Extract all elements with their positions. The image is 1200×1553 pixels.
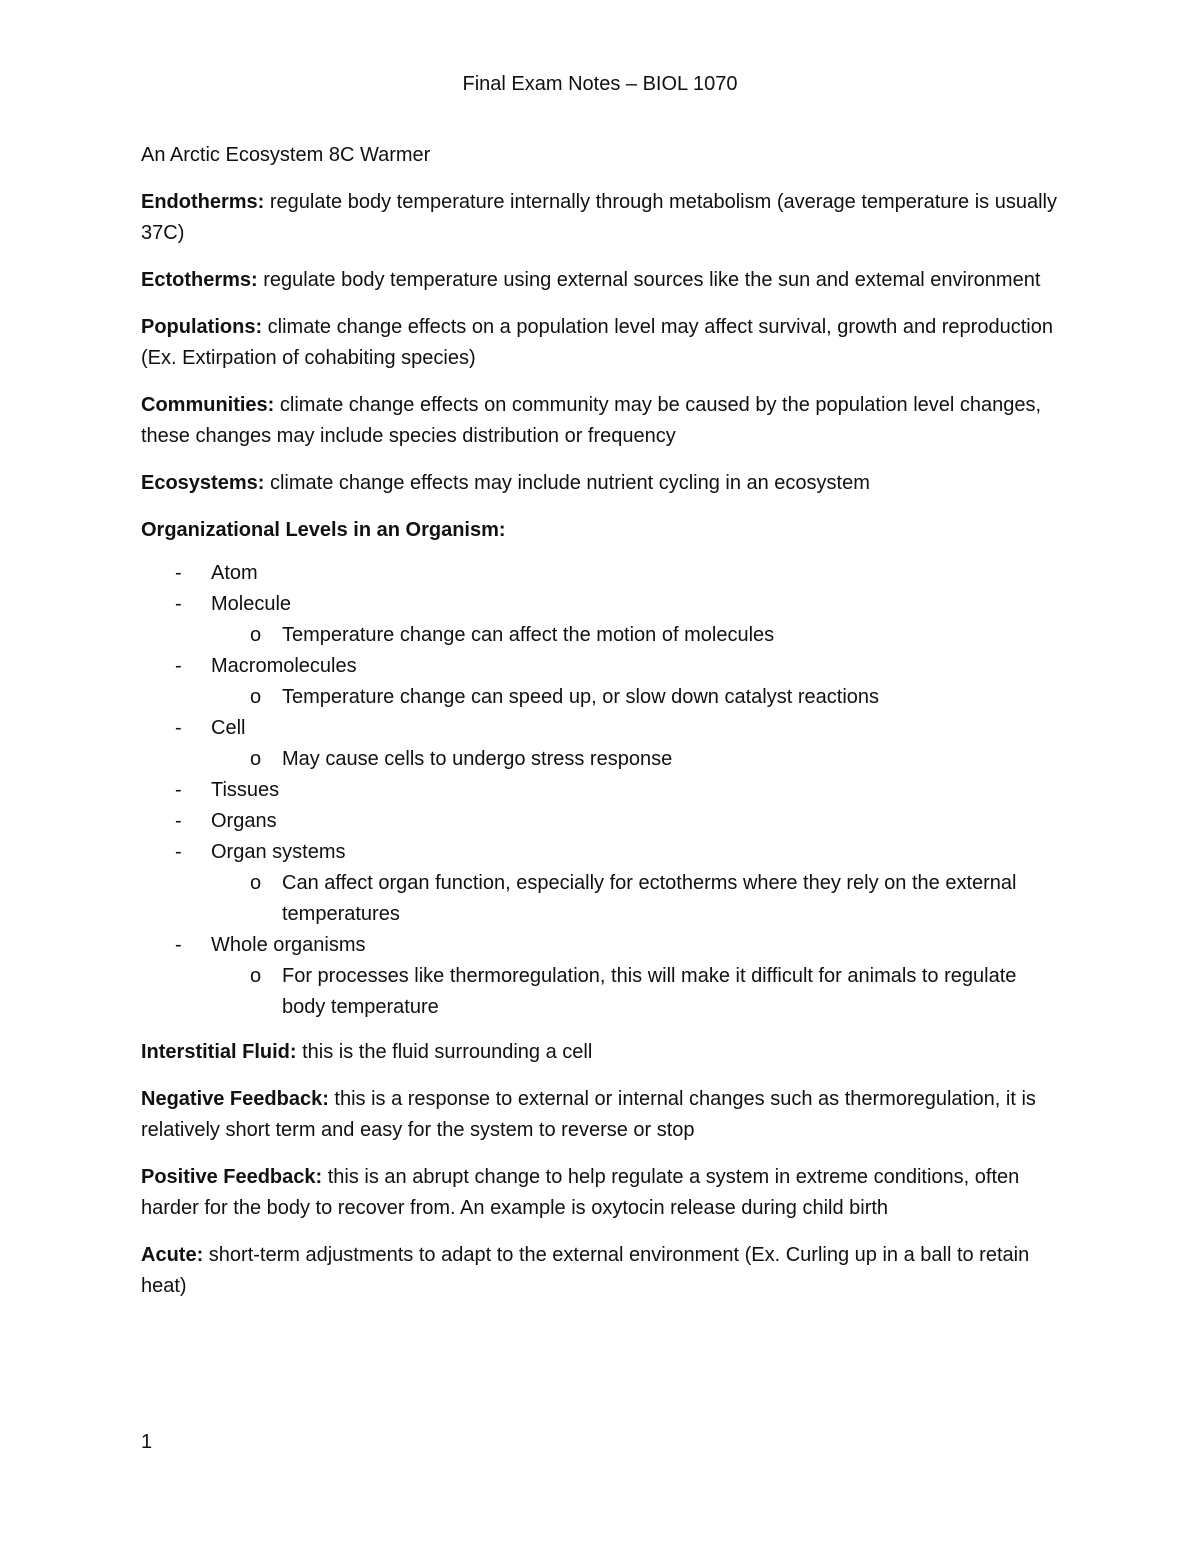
sub-list-item: [211, 620, 1061, 651]
definition-text: this is a response to external or internal changes such as thermoregulation, it is relatively short term and easy for the system to reverse or stop: [141, 1088, 1036, 1141]
level-label: Molecule: [211, 593, 292, 615]
sub-item-text: Temperature change can speed up, or slow down catalyst reactions: [282, 686, 880, 708]
list-item: [141, 806, 1061, 837]
level-label: Macromolecules: [211, 655, 357, 677]
circle-bullet: o: [250, 748, 262, 770]
definition-term: Negative Feedback:: [141, 1088, 329, 1110]
sub-item-text: Can affect organ function, especially for ectotherms where they rely on the external temperatures: [282, 872, 1017, 925]
list-item: [141, 651, 1061, 713]
level-label: Organ systems: [211, 841, 346, 863]
definition-text: regulate body temperature using external sources like the sun and extemal environment: [257, 269, 1041, 291]
sub-list-item: [211, 682, 1061, 713]
dash-bullet: -: [175, 779, 182, 801]
definition-ecosystems: [141, 468, 1061, 499]
section-subtitle: An Arctic Ecosystem 8C Warmer: [141, 144, 431, 166]
sub-list: [211, 868, 1061, 930]
sub-item-text: May cause cells to undergo stress response: [282, 748, 673, 770]
definition-interstitial-fluid: [141, 1037, 1061, 1068]
sub-list-item: [211, 744, 1061, 775]
organizational-levels-list: [141, 558, 1061, 1023]
definition-ectotherms: [141, 265, 1061, 296]
definition-term: Acute:: [141, 1244, 204, 1266]
definition-text: regulate body temperature internally through metabolism (average temperature is usually 37C): [141, 191, 1057, 244]
definition-text: this is the fluid surrounding a cell: [296, 1041, 593, 1063]
sub-list: [211, 744, 1061, 775]
definition-positive-feedback: [141, 1162, 1061, 1224]
definition-text: this is an abrupt change to help regulate a system in extreme conditions, often harder for the body to recover from. An example is oxytocin release during child birth: [141, 1166, 1020, 1219]
list-item: [141, 589, 1061, 651]
list-item: [141, 558, 1061, 589]
document-title: Final Exam Notes – BIOL 1070: [462, 73, 738, 95]
document-body: [141, 140, 1061, 1318]
definition-term: Positive Feedback:: [141, 1166, 323, 1188]
circle-bullet: o: [250, 686, 262, 708]
dash-bullet: -: [175, 655, 182, 677]
sub-item-text: Temperature change can affect the motion of molecules: [282, 624, 775, 646]
definition-communities: [141, 390, 1061, 452]
definition-text: climate change effects may include nutrient cycling in an ecosystem: [264, 472, 870, 494]
page-number: 1: [141, 1431, 153, 1453]
definition-term: Populations:: [141, 316, 263, 338]
level-label: Tissues: [211, 779, 280, 801]
level-label: Atom: [211, 562, 258, 584]
dash-bullet: -: [175, 717, 182, 739]
definition-text: climate change effects on a population level may affect survival, growth and reproduction (Ex. Extirpation of cohabiting species): [141, 316, 1053, 369]
definition-populations: [141, 312, 1061, 374]
dash-bullet: -: [175, 810, 182, 832]
sub-list-item: [211, 961, 1061, 1023]
definition-term: Ectotherms:: [141, 269, 258, 291]
sub-item-text: For processes like thermoregulation, this will make it difficult for animals to regulate body temperature: [282, 965, 1017, 1018]
list-item: [141, 930, 1061, 1023]
organizational-levels-heading: Organizational Levels in an Organism:: [141, 519, 506, 541]
dash-bullet: -: [175, 593, 182, 615]
definition-acute: [141, 1240, 1061, 1302]
definition-text: short-term adjustments to adapt to the external environment (Ex. Curling up in a ball to retain heat): [141, 1244, 1030, 1297]
definition-endotherms: [141, 187, 1061, 249]
dash-bullet: -: [175, 841, 182, 863]
definition-text: climate change effects on community may be caused by the population level changes, these changes may include species distribution or frequency: [141, 394, 1042, 447]
list-item: [141, 713, 1061, 775]
definition-term: Ecosystems:: [141, 472, 265, 494]
level-label: Organs: [211, 810, 277, 832]
level-label: Whole organisms: [211, 934, 366, 956]
sub-list-item: [211, 868, 1061, 930]
definition-term: Endotherms:: [141, 191, 265, 213]
sub-list: [211, 682, 1061, 713]
circle-bullet: o: [250, 872, 262, 894]
list-item: [141, 775, 1061, 806]
circle-bullet: o: [250, 624, 262, 646]
dash-bullet: -: [175, 562, 182, 584]
list-item: [141, 837, 1061, 930]
sub-list: [211, 961, 1061, 1023]
level-label: Cell: [211, 717, 246, 739]
definition-term: Communities:: [141, 394, 275, 416]
definition-term: Interstitial Fluid:: [141, 1041, 297, 1063]
circle-bullet: o: [250, 965, 262, 987]
dash-bullet: -: [175, 934, 182, 956]
sub-list: [211, 620, 1061, 651]
definition-negative-feedback: [141, 1084, 1061, 1146]
